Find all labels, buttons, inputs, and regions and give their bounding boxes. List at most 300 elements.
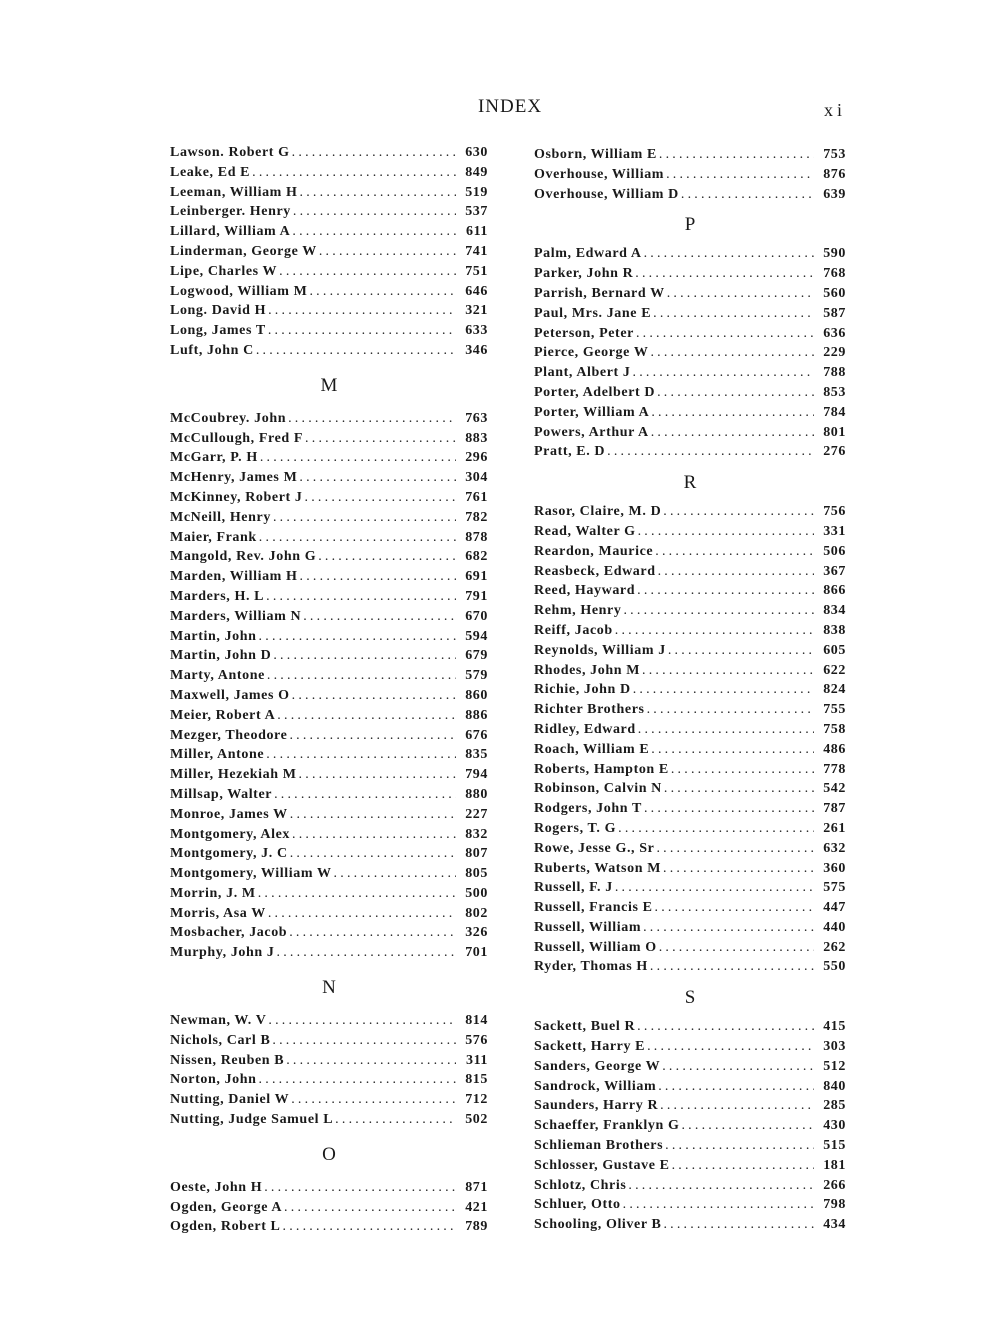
index-entry: [170, 726, 488, 746]
dot-leader: [258, 884, 456, 904]
entry-page-number: 447: [823, 900, 846, 916]
index-entry: [170, 321, 488, 341]
entry-name: Overhouse, William D: [534, 186, 679, 202]
entry-name: Pratt, E. D: [534, 444, 606, 460]
entry-name: Rodgers, John T: [534, 801, 642, 817]
entry-name: McKinney, Robert J: [170, 489, 303, 505]
entry-page-number: 778: [823, 761, 846, 777]
index-entry: [170, 1070, 488, 1090]
index-entry: [534, 1195, 846, 1215]
entry-page-number: 832: [465, 826, 488, 842]
entry-page-number: 755: [823, 702, 846, 718]
index-entry: [534, 641, 846, 661]
section-letter-heading: R: [683, 472, 697, 494]
index-entry: [170, 646, 488, 666]
entry-name: Ogden, George A: [170, 1199, 283, 1215]
section-letter-heading: N: [322, 977, 336, 999]
dot-leader: [252, 163, 456, 183]
index-entry: [170, 884, 488, 904]
dot-leader: [660, 1096, 814, 1116]
entry-page-number: 853: [823, 384, 846, 400]
index-entry: [170, 825, 488, 845]
entry-name: Leeman, William H: [170, 184, 298, 200]
entry-name: Ruberts, Watson M: [534, 860, 662, 876]
entry-page-number: 512: [823, 1058, 846, 1074]
entry-name: Reynolds, William J: [534, 642, 666, 658]
entry-name: Linderman, George W: [170, 243, 317, 259]
entry-page-number: 550: [823, 959, 846, 975]
entry-page-number: 421: [465, 1199, 488, 1215]
entry-page-number: 866: [823, 583, 846, 599]
entry-page-number: 346: [465, 342, 488, 358]
entry-page-number: 579: [465, 668, 488, 684]
index-entry: [534, 1057, 846, 1077]
entry-name: Miller, Antone: [170, 747, 265, 763]
index-entry: [170, 1217, 488, 1237]
dot-leader: [290, 805, 456, 825]
index-entry: [534, 799, 846, 819]
dot-leader: [635, 264, 814, 284]
entry-name: Nissen, Reuben B: [170, 1052, 285, 1068]
entry-name: Saunders, Harry R: [534, 1098, 659, 1114]
entry-page-number: 311: [465, 1052, 488, 1068]
entry-page-number: 805: [465, 866, 488, 882]
entry-name: Sackett, Harry E: [534, 1039, 646, 1055]
entry-page-number: 834: [823, 603, 846, 619]
dot-leader: [300, 567, 456, 587]
entry-name: Powers, Arthur A: [534, 424, 649, 440]
index-entry: [534, 165, 846, 185]
entry-page-number: 594: [465, 628, 488, 644]
entry-name: Porter, Adelbert D: [534, 384, 656, 400]
entry-page-number: 798: [823, 1197, 846, 1213]
entry-page-number: 331: [823, 523, 846, 539]
dot-leader: [290, 844, 456, 864]
entry-name: Ridley, Edward: [534, 721, 636, 737]
dot-leader: [260, 448, 456, 468]
index-entry: [170, 341, 488, 361]
entry-page-number: 753: [823, 147, 846, 162]
entry-name: Marden, William H: [170, 569, 298, 585]
page-number: xi: [824, 100, 847, 120]
index-entry: [534, 918, 846, 938]
entry-page-number: 590: [823, 246, 846, 262]
entry-name: Schlotz, Chris: [534, 1177, 627, 1193]
dot-leader: [656, 839, 814, 859]
entry-name: Murphy, John J: [170, 945, 275, 961]
dot-leader: [289, 726, 456, 746]
dot-leader: [664, 779, 814, 799]
entry-name: Martin, John D: [170, 648, 272, 664]
index-entry: [170, 202, 488, 222]
entry-page-number: 801: [823, 424, 846, 440]
index-entry: [534, 760, 846, 780]
dot-leader: [309, 282, 456, 302]
index-entry: [534, 542, 846, 562]
entry-page-number: 636: [823, 325, 846, 341]
dot-leader: [256, 341, 456, 361]
index-entry: [170, 805, 488, 825]
entry-name: Leinberger. Henry: [170, 204, 291, 220]
entry-name: Robinson, Calvin N: [534, 781, 662, 797]
entry-page-number: 276: [823, 444, 846, 460]
index-entry: [534, 343, 846, 363]
entry-page-number: 761: [465, 489, 488, 505]
index-entry: [170, 222, 488, 242]
entry-name: Marders, William N: [170, 608, 302, 624]
entry-name: Parrish, Bernard W: [534, 285, 665, 301]
entry-name: Long. David H: [170, 303, 267, 319]
entry-page-number: 751: [465, 263, 488, 279]
entry-name: Ryder, Thomas H: [534, 959, 648, 975]
dot-leader: [623, 601, 814, 621]
entry-name: Mosbacher, Jacob: [170, 925, 288, 941]
dot-leader: [650, 957, 814, 977]
index-entry: [534, 1156, 846, 1176]
entry-name: Sackett, Buel R: [534, 1019, 636, 1035]
entry-page-number: 261: [823, 820, 846, 836]
entry-page-number: 611: [465, 224, 488, 240]
entry-page-number: 605: [823, 642, 846, 658]
entry-name: Palm, Edward A: [534, 246, 642, 262]
entry-name: Maier, Frank: [170, 529, 257, 545]
entry-name: Long, James T: [170, 323, 266, 339]
dot-leader: [618, 819, 814, 839]
dot-leader: [644, 799, 814, 819]
entry-page-number: 542: [823, 781, 846, 797]
dot-leader: [303, 607, 456, 627]
index-left-column: [170, 143, 488, 1237]
dot-leader: [668, 641, 814, 661]
index-entry: [170, 448, 488, 468]
index-entry: [534, 720, 846, 740]
index-right-column: [534, 145, 846, 1235]
index-entry: [534, 383, 846, 403]
index-entry: [534, 264, 846, 284]
dot-leader: [286, 1051, 456, 1071]
index-entry: [170, 301, 488, 321]
entry-page-number: 824: [823, 682, 846, 698]
entry-page-number: 741: [465, 243, 488, 259]
index-entry: [170, 745, 488, 765]
entry-name: Mangold, Rev. John G: [170, 549, 317, 565]
dot-leader: [665, 1136, 814, 1156]
entry-name: Osborn, William E: [534, 147, 657, 162]
entry-page-number: 768: [823, 266, 846, 282]
dot-leader: [636, 324, 814, 344]
dot-leader: [283, 1217, 457, 1237]
index-entry: [534, 957, 846, 977]
dot-leader: [655, 898, 814, 918]
index-entry: [534, 898, 846, 918]
entry-name: Russell, Francis E: [534, 900, 653, 916]
dot-leader: [273, 646, 456, 666]
entry-page-number: 434: [823, 1217, 846, 1233]
index-entry: [534, 581, 846, 601]
index-entry: [534, 661, 846, 681]
index-entry: [170, 844, 488, 864]
index-entry: [170, 528, 488, 548]
entry-page-number: 794: [465, 767, 488, 783]
entry-name: Maxwell, James O: [170, 687, 290, 703]
entry-name: Reed, Hayward: [534, 583, 636, 599]
dot-leader: [642, 661, 814, 681]
dot-leader: [637, 1017, 814, 1037]
dot-leader: [279, 262, 456, 282]
entry-name: Luft, John C: [170, 342, 254, 358]
index-entry: [170, 282, 488, 302]
entry-name: Miller, Hezekiah M: [170, 767, 297, 783]
index-entry: [534, 1017, 846, 1037]
dot-leader: [650, 343, 814, 363]
index-entry: [170, 409, 488, 429]
entry-name: Logwood, William M: [170, 283, 308, 299]
entry-name: Martin, John: [170, 628, 257, 644]
entry-name: Lawson. Robert G: [170, 145, 290, 160]
dot-leader: [655, 542, 814, 562]
dot-leader: [274, 785, 456, 805]
dot-leader: [268, 904, 456, 924]
entry-name: Rogers, T. G: [534, 820, 617, 836]
dot-leader: [659, 145, 814, 165]
entry-page-number: 691: [465, 569, 488, 585]
index-entry: [534, 1176, 846, 1196]
dot-leader: [335, 1110, 456, 1130]
dot-leader: [266, 745, 456, 765]
entry-page-number: 515: [823, 1138, 846, 1154]
dot-leader: [653, 304, 814, 324]
dot-leader: [273, 508, 456, 528]
dot-leader: [651, 423, 814, 443]
dot-leader: [334, 864, 456, 884]
dot-leader: [647, 700, 814, 720]
dot-leader: [319, 242, 456, 262]
page-title: INDEX: [477, 96, 543, 117]
entry-page-number: 763: [465, 410, 488, 426]
entry-name: Monroe, James W: [170, 806, 288, 822]
dot-leader: [666, 165, 814, 185]
entry-name: Roberts, Hampton E: [534, 761, 669, 777]
index-entry: [534, 779, 846, 799]
entry-page-number: 519: [465, 184, 488, 200]
entry-name: Read, Walter G: [534, 523, 636, 539]
dot-leader: [305, 429, 456, 449]
index-entry: [534, 938, 846, 958]
entry-page-number: 587: [823, 305, 846, 321]
entry-name: Overhouse, William: [534, 166, 665, 182]
section-letter-heading: O: [322, 1143, 336, 1165]
index-entry: [170, 1110, 488, 1130]
entry-page-number: 802: [465, 905, 488, 921]
entry-page-number: 876: [823, 166, 846, 182]
index-entry: [170, 468, 488, 488]
dot-leader: [305, 488, 456, 508]
index-entry: [170, 686, 488, 706]
entry-page-number: 262: [823, 939, 846, 955]
dot-leader: [259, 528, 456, 548]
dot-leader: [638, 522, 814, 542]
entry-name: Peterson, Peter: [534, 325, 634, 341]
index-entry: [170, 242, 488, 262]
entry-page-number: 181: [823, 1157, 846, 1173]
dot-leader: [267, 666, 456, 686]
entry-page-number: 560: [823, 285, 846, 301]
entry-page-number: 807: [465, 846, 488, 862]
dot-leader: [264, 1178, 456, 1198]
entry-name: Reardon, Maurice: [534, 543, 654, 559]
dot-leader: [681, 185, 814, 205]
dot-leader: [623, 1195, 814, 1215]
entry-name: Morris, Asa W: [170, 905, 266, 921]
entry-page-number: 784: [823, 404, 846, 420]
index-entry: [170, 429, 488, 449]
entry-name: Morrin, J. M: [170, 885, 256, 901]
entry-name: Schluer, Otto: [534, 1197, 621, 1213]
index-entry: [534, 878, 846, 898]
entry-name: Porter, William A: [534, 404, 650, 420]
index-entry: [170, 1031, 488, 1051]
index-entry: [170, 706, 488, 726]
dot-leader: [299, 765, 456, 785]
entry-name: Richie, John D: [534, 682, 631, 698]
entry-name: Nutting, Daniel W: [170, 1092, 290, 1108]
entry-page-number: 229: [823, 345, 846, 361]
entry-name: Russell, F. J: [534, 880, 613, 896]
index-entry: [534, 1116, 846, 1136]
entry-name: Marty, Antone: [170, 668, 265, 684]
entry-name: Richter Brothers: [534, 702, 645, 718]
dot-leader: [299, 468, 456, 488]
index-entry: [170, 1198, 488, 1218]
entry-page-number: 415: [823, 1019, 846, 1035]
entry-page-number: 788: [823, 365, 846, 381]
dot-leader: [637, 581, 814, 601]
index-entry: [534, 1136, 846, 1156]
index-entry: [170, 864, 488, 884]
index-entry: [170, 1178, 488, 1198]
index-entry: [170, 488, 488, 508]
entry-name: Lillard, William A: [170, 224, 291, 240]
dot-leader: [658, 562, 814, 582]
dot-leader: [291, 1090, 456, 1110]
dot-leader: [651, 403, 814, 423]
entry-name: Schlosser, Gustave E: [534, 1157, 670, 1173]
entry-name: Meier, Robert A: [170, 707, 276, 723]
index-entry: [534, 403, 846, 423]
index-entry: [170, 1090, 488, 1110]
entry-name: Sandrock, William: [534, 1078, 657, 1094]
entry-page-number: 296: [465, 450, 488, 466]
entry-page-number: 500: [465, 885, 488, 901]
entry-page-number: 871: [465, 1179, 488, 1195]
entry-name: Mezger, Theodore: [170, 727, 288, 743]
dot-leader: [633, 680, 814, 700]
dot-leader: [259, 1070, 456, 1090]
dot-leader: [647, 1037, 814, 1057]
dot-leader: [277, 706, 456, 726]
entry-name: Marders, H. L: [170, 588, 265, 604]
entry-page-number: 537: [465, 204, 488, 220]
entry-name: McCoubrey. John: [170, 410, 287, 426]
entry-page-number: 502: [465, 1112, 488, 1128]
dot-leader: [268, 301, 456, 321]
entry-page-number: 886: [465, 707, 488, 723]
dot-leader: [292, 222, 456, 242]
index-entry: [534, 522, 846, 542]
dot-leader: [318, 547, 456, 567]
entry-name: Schaeffer, Franklyn G: [534, 1118, 680, 1134]
entry-name: Roach, William E: [534, 741, 650, 757]
index-entry: [170, 943, 488, 963]
entry-page-number: 815: [465, 1072, 488, 1088]
index-entry: [170, 1051, 488, 1071]
entry-name: Reasbeck, Edward: [534, 563, 656, 579]
entry-page-number: 840: [823, 1078, 846, 1094]
index-entry: [534, 284, 846, 304]
entry-name: Montgomery, J. C: [170, 846, 288, 862]
index-entry: [534, 839, 846, 859]
entry-name: Reiff, Jacob: [534, 622, 613, 638]
entry-name: McHenry, James M: [170, 470, 298, 486]
dot-leader: [662, 1057, 814, 1077]
dot-leader: [633, 363, 815, 383]
entry-page-number: 712: [465, 1092, 488, 1108]
dot-leader: [268, 321, 456, 341]
dot-leader: [607, 442, 814, 462]
entry-page-number: 440: [823, 919, 846, 935]
entry-page-number: 670: [465, 608, 488, 624]
entry-page-number: 430: [823, 1118, 846, 1134]
index-entry: [170, 923, 488, 943]
dot-leader: [277, 943, 457, 963]
entry-page-number: 639: [823, 186, 846, 202]
index-entry: [534, 324, 846, 344]
section-letter-heading: M: [320, 374, 338, 396]
index-entry: [170, 262, 488, 282]
entry-page-number: 849: [465, 164, 488, 180]
entry-page-number: 758: [823, 721, 846, 737]
dot-leader: [658, 1077, 814, 1097]
dot-leader: [284, 1198, 456, 1218]
entry-page-number: 632: [823, 840, 846, 856]
entry-page-number: 756: [823, 504, 846, 520]
index-entry: [170, 547, 488, 567]
dot-leader: [644, 244, 814, 264]
index-entry: [534, 423, 846, 443]
index-entry: [170, 587, 488, 607]
dot-leader: [266, 587, 456, 607]
entry-page-number: 576: [465, 1032, 488, 1048]
entry-name: Rowe, Jesse G., Sr: [534, 840, 655, 856]
entry-page-number: 367: [823, 563, 846, 579]
dot-leader: [292, 825, 456, 845]
entry-page-number: 227: [465, 806, 488, 822]
index-entry: [534, 1096, 846, 1116]
dot-leader: [288, 409, 456, 429]
index-entry: [534, 740, 846, 760]
entry-name: Norton, John: [170, 1072, 257, 1088]
dot-leader: [663, 1215, 814, 1235]
index-entry: [534, 680, 846, 700]
entry-page-number: 838: [823, 622, 846, 638]
entry-name: Lipe, Charles W: [170, 263, 278, 279]
dot-leader: [292, 686, 456, 706]
index-entry: [534, 363, 846, 383]
entry-name: Nutting, Judge Samuel L: [170, 1112, 334, 1128]
index-entry: [534, 700, 846, 720]
entry-name: Plant, Albert J: [534, 365, 631, 381]
section-letter-heading: P: [684, 214, 696, 236]
